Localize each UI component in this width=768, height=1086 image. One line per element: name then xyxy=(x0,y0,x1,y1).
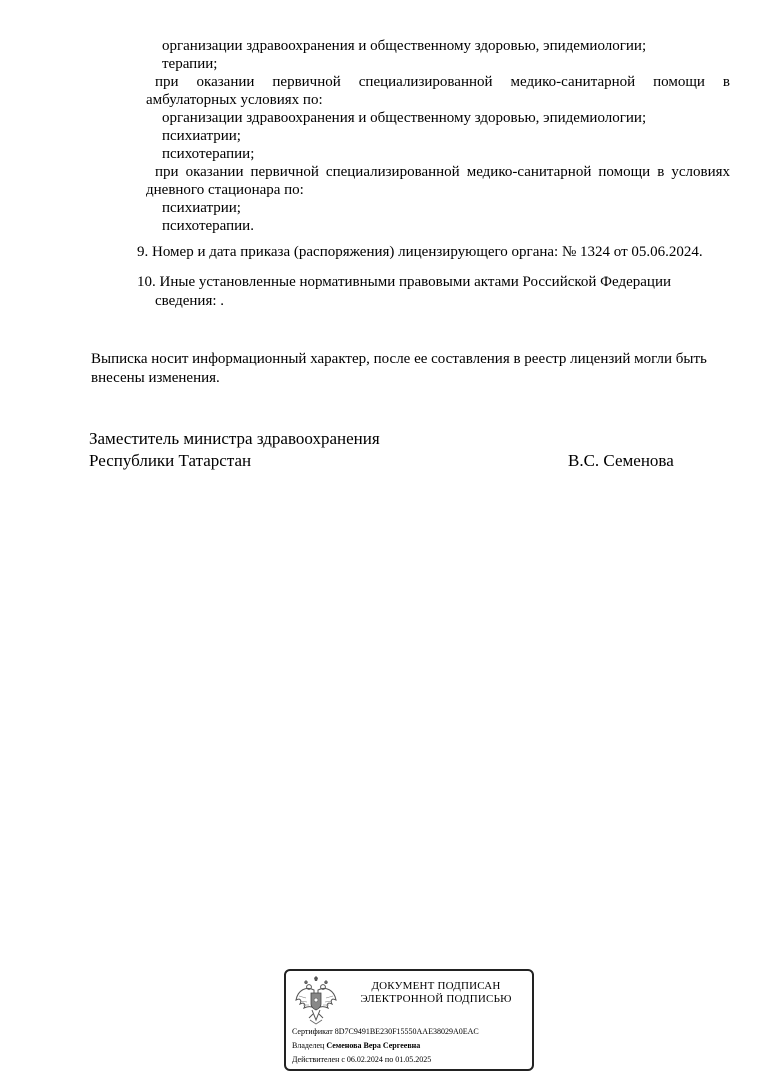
list-line: при оказании первичной специализированной медико-санитарной помощи в xyxy=(155,74,730,90)
stamp-owner-label: Владелец xyxy=(292,1041,325,1050)
signatory-position: Заместитель министра здравоохранения xyxy=(89,429,380,448)
stamp-validity-label: Действителен xyxy=(292,1055,340,1064)
stamp-validity xyxy=(292,1055,431,1065)
signatory-region: Республики Татарстан xyxy=(89,451,252,470)
stamp-title-line: ЭЛЕКТРОННОЙ ПОДПИСЬЮ xyxy=(360,993,512,1005)
notice-text-continuation: внесены изменения. xyxy=(91,370,220,386)
list-line: терапии; xyxy=(162,56,218,72)
stamp-certificate-value: 8D7C9491BE230F15550AAE38029A0EAC xyxy=(334,1027,479,1036)
coat-of-arms-icon xyxy=(294,976,338,1026)
other-info-item-continuation: сведения: . xyxy=(155,293,225,309)
list-line: психотерапии; xyxy=(162,146,255,162)
stamp-owner-value: Семенова Вера Сергеевна xyxy=(326,1041,421,1050)
list-line: организации здравоохранения и общественному здоровью, эпидемиологии; xyxy=(162,110,647,126)
stamp-title-line: ДОКУМЕНТ ПОДПИСАН xyxy=(371,980,501,992)
list-line: психиатрии; xyxy=(162,200,241,216)
stamp-validity-value: с 06.02.2024 по 01.05.2025 xyxy=(341,1055,432,1064)
list-line: амбулаторных условиях по: xyxy=(146,92,323,108)
electronic-signature-stamp xyxy=(284,969,534,1071)
other-info-item: 10. Иные установленные нормативными правовыми актами Российской Федерации xyxy=(137,274,672,290)
list-line: дневного стационара по: xyxy=(146,182,304,198)
stamp-title xyxy=(346,980,526,1006)
stamp-owner xyxy=(292,1041,420,1051)
list-line: психиатрии; xyxy=(162,128,241,144)
list-line: психотерапии. xyxy=(162,218,254,234)
signatory-name: В.С. Семенова xyxy=(568,451,674,470)
list-line: организации здравоохранения и общественному здоровью, эпидемиологии; xyxy=(162,38,647,54)
order-number-item: 9. Номер и дата приказа (распоряжения) лицензирующего органа: № 1324 от 05.06.2024. xyxy=(137,244,703,260)
stamp-certificate xyxy=(292,1027,479,1037)
stamp-certificate-label: Сертификат xyxy=(292,1027,333,1036)
notice-text: Выписка носит информационный характер, после ее составления в реестр лицензий могли быть xyxy=(91,351,707,367)
list-line: при оказании первичной специализированной медико-санитарной помощи в условиях xyxy=(155,164,730,180)
